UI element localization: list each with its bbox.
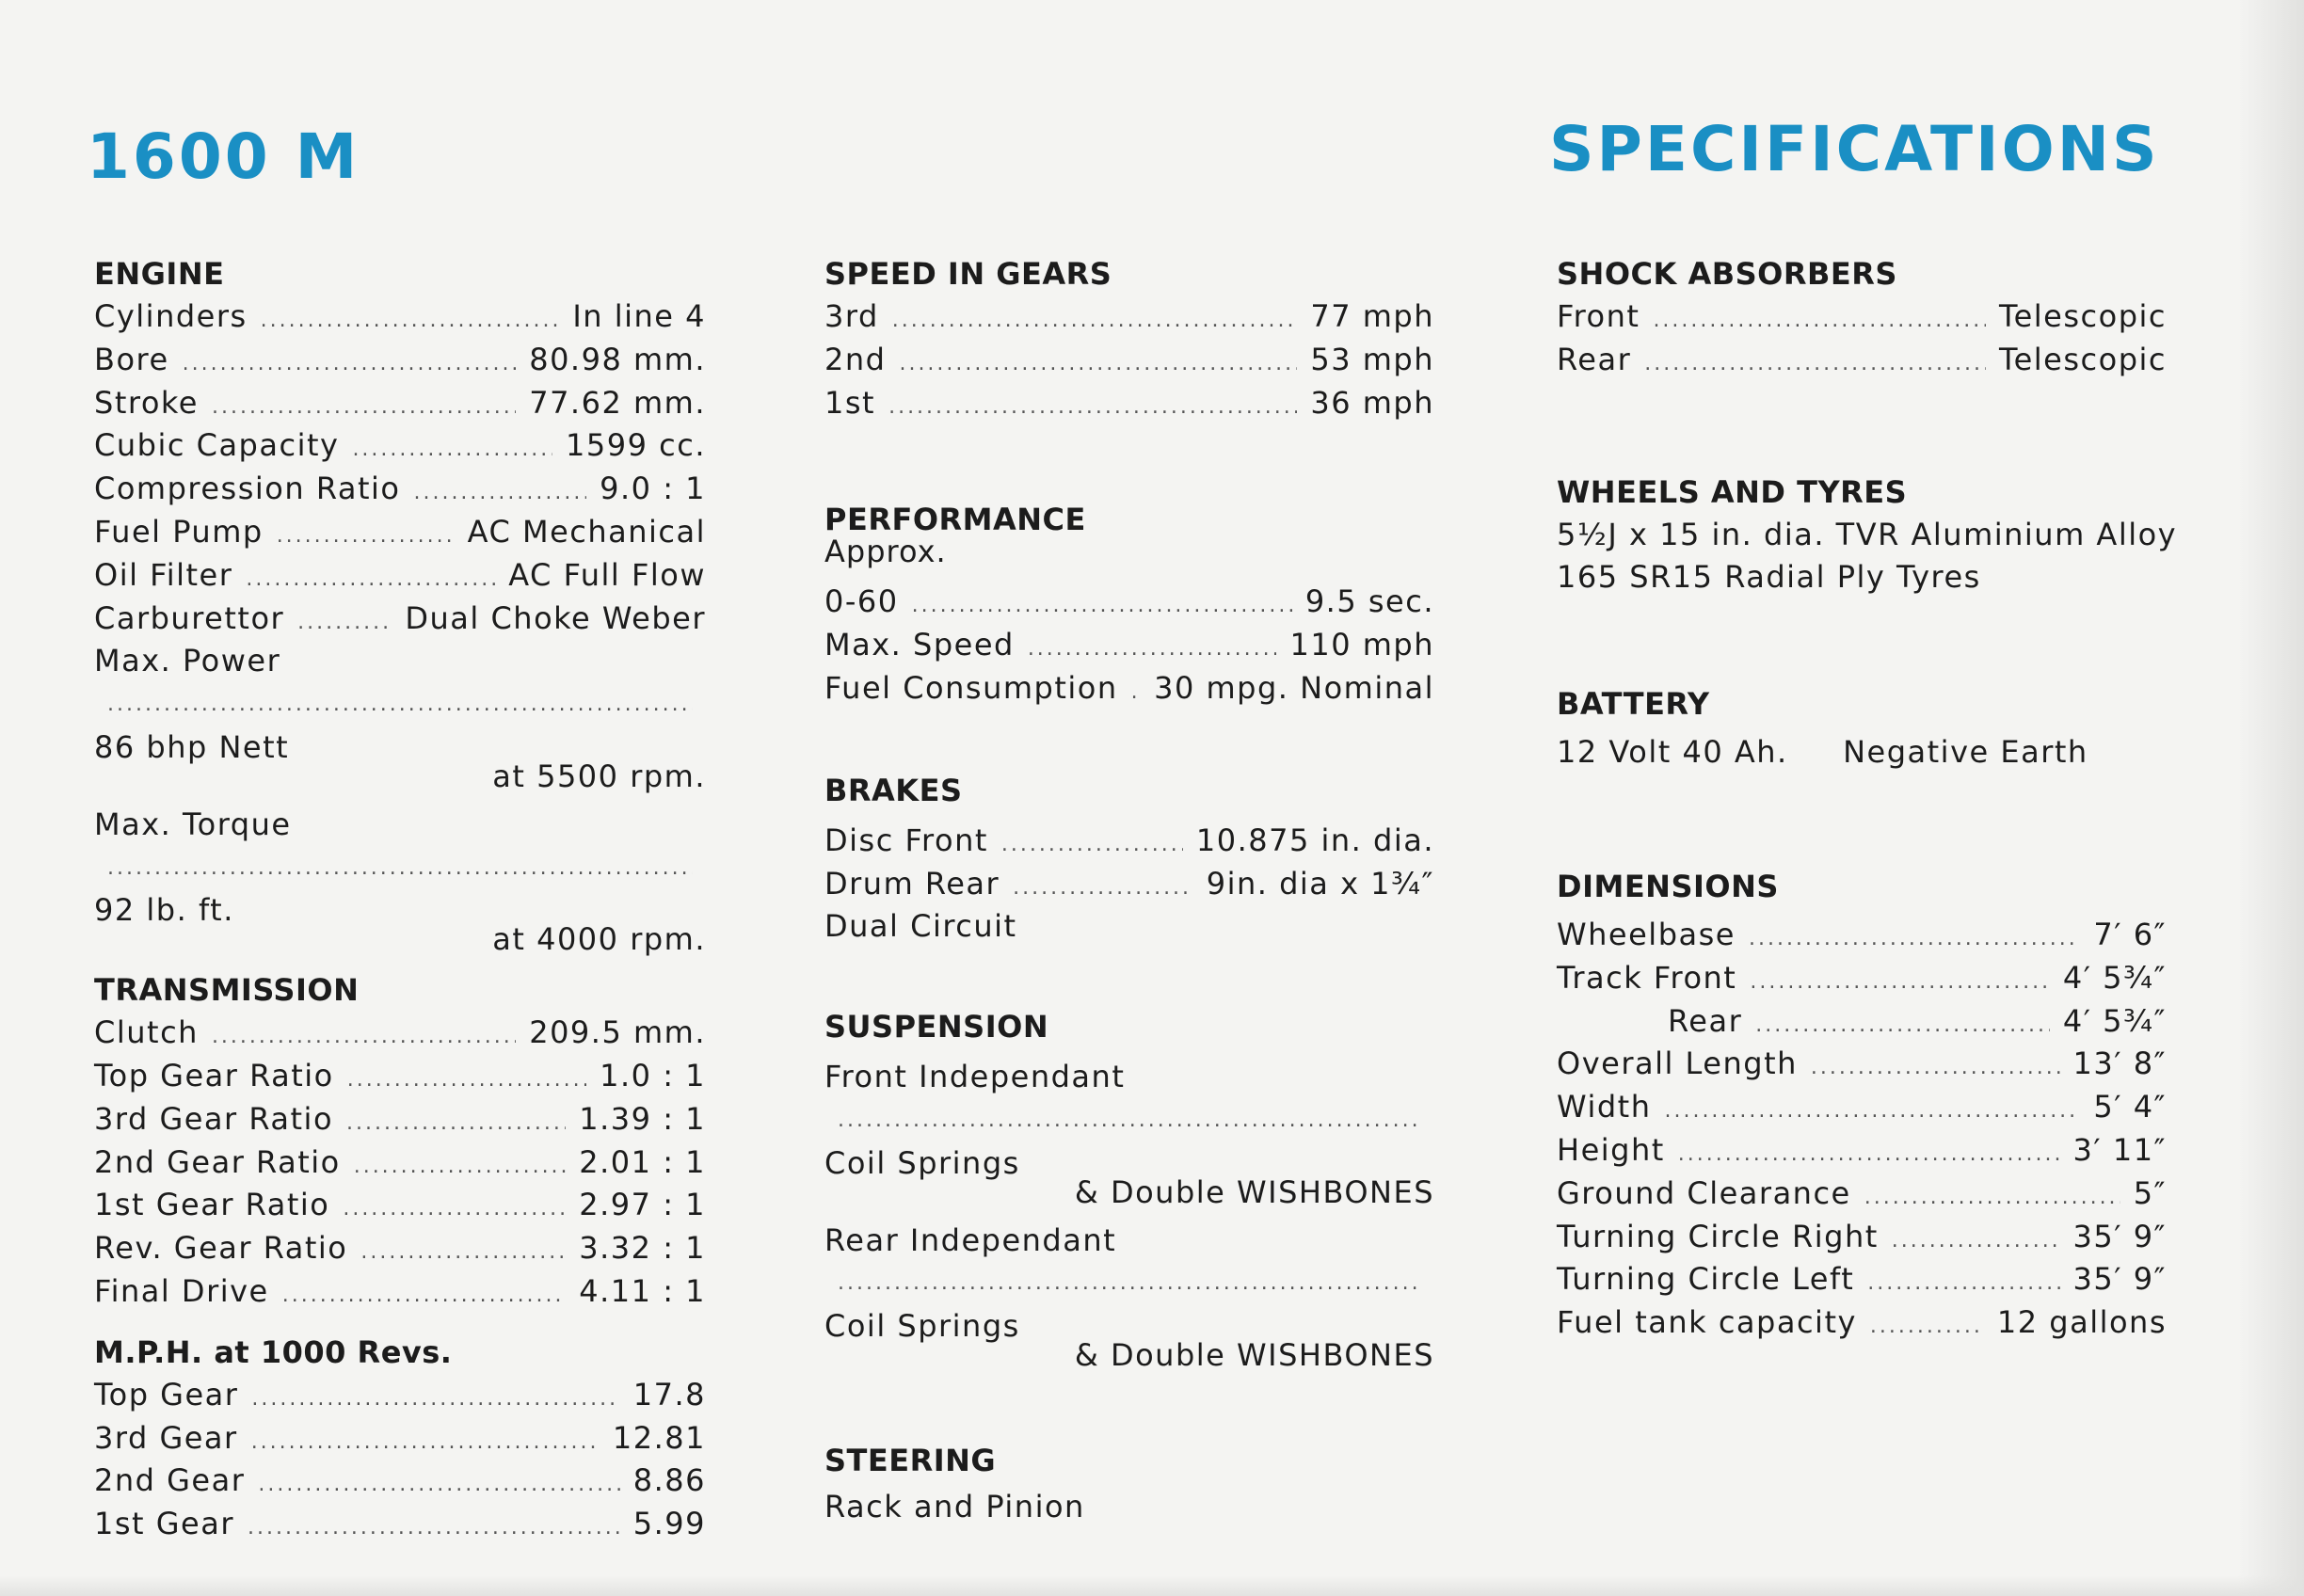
spec-value: 86 bhp Nett <box>94 728 290 765</box>
dot-leader <box>277 515 455 558</box>
dot-leader <box>1811 1046 2060 1090</box>
spec-value: 17.8 <box>632 1376 706 1412</box>
spec-value-continued: at 4000 rpm. <box>492 921 706 958</box>
dot-leader <box>212 386 516 429</box>
spec-value: 3′ 11″ <box>2072 1131 2167 1168</box>
column-right <box>1557 256 2178 1345</box>
spec-value: 3.32 : 1 <box>579 1230 706 1267</box>
spec-row <box>824 1056 1434 1219</box>
performance-section <box>824 502 1434 710</box>
spec-value: 2.97 : 1 <box>579 1187 706 1223</box>
spec-label: Cubic Capacity <box>94 427 340 464</box>
battery-text: 12 Volt 40 Ah. Negative Earth <box>1557 734 2088 771</box>
dot-leader <box>347 1059 586 1102</box>
battery-section <box>1557 686 2167 774</box>
spec-row <box>824 295 1434 339</box>
spec-label: 1st Gear <box>94 1506 234 1542</box>
spec-label: 3rd <box>824 298 879 334</box>
spec-value: Telescopic <box>1998 298 2167 334</box>
dot-leader <box>1001 823 1183 867</box>
spec-value-continued: & Double WISHBONES <box>1074 1173 1434 1210</box>
spec-row <box>94 1227 706 1270</box>
spec-value: 35′ 9″ <box>2072 1261 2167 1298</box>
page-edge-shadow <box>2238 0 2304 1596</box>
column-left <box>94 256 706 1546</box>
spec-label: 2nd Gear <box>94 1462 246 1499</box>
dot-leader <box>1013 867 1193 910</box>
spec-row <box>94 598 706 641</box>
shock-absorbers-section <box>1557 256 2167 382</box>
dot-leader <box>1749 918 2080 961</box>
spec-label: Cylinders <box>94 298 248 334</box>
spec-row <box>1557 1043 2167 1086</box>
model-title: 1600 M <box>87 120 360 193</box>
spec-label: 0-60 <box>824 583 899 620</box>
spec-row <box>1557 914 2167 957</box>
spec-label: Final Drive <box>94 1272 269 1309</box>
spec-label: Fuel tank capacity <box>1557 1304 1857 1341</box>
spec-row <box>94 295 706 339</box>
spec-label: Rev. Gear Ratio <box>94 1230 348 1267</box>
spec-value: 1.0 : 1 <box>600 1057 706 1093</box>
section-title: BATTERY <box>1557 686 1710 723</box>
section-title: DIMENSIONS <box>1557 868 1779 904</box>
dimensions-section <box>1557 869 2167 1345</box>
spec-value: 4′ 5¾″ <box>2062 1002 2167 1039</box>
spec-row <box>1557 1173 2167 1216</box>
dot-leader <box>212 1015 516 1059</box>
spec-row <box>94 1374 706 1417</box>
page-bottom-edge <box>0 1575 2304 1596</box>
dot-leader <box>1028 628 1277 671</box>
dot-leader <box>1892 1220 2060 1263</box>
spec-label: Max. Power <box>94 643 281 679</box>
spec-label: Clutch <box>94 1014 199 1051</box>
dot-leader <box>1755 1004 2050 1047</box>
spec-row <box>824 339 1434 382</box>
spec-row <box>94 382 706 425</box>
spec-row <box>94 1012 706 1055</box>
spec-value: 4′ 5¾″ <box>2062 959 2167 996</box>
tyres-line: 165 SR15 Radial Ply Tyres <box>1557 559 1981 596</box>
brakes-section <box>824 773 1434 949</box>
spec-value: In line 4 <box>572 298 706 334</box>
spec-label: Bore <box>94 341 169 377</box>
spec-label: 3rd Gear Ratio <box>94 1100 334 1137</box>
spec-value: 77.62 mm. <box>529 384 706 421</box>
spec-row <box>94 1141 706 1185</box>
spec-value: 36 mph <box>1310 384 1434 421</box>
spec-row <box>94 511 706 554</box>
spec-label: Front Independant <box>824 1059 1126 1095</box>
wheels-section <box>1557 473 2178 600</box>
spec-row <box>94 1270 706 1314</box>
spec-row <box>1557 1301 2167 1345</box>
transmission-section <box>94 972 706 1314</box>
spec-label: Rear <box>1668 1002 1743 1039</box>
section-title: SUSPENSION <box>824 1009 1049 1045</box>
spec-label: 1st <box>824 384 876 421</box>
spec-label: 3rd Gear <box>94 1419 238 1456</box>
spec-row <box>824 382 1434 425</box>
dot-leader <box>251 1378 619 1421</box>
dot-leader <box>1653 299 1986 343</box>
section-title: BRAKES <box>824 772 963 808</box>
spec-label: Compression Ratio <box>94 471 401 507</box>
spec-row <box>824 624 1434 667</box>
dot-leader <box>360 1231 566 1274</box>
dot-leader <box>282 1274 567 1317</box>
engine-section <box>94 256 706 966</box>
dot-leader <box>838 1099 1421 1142</box>
spec-row <box>1557 339 2167 382</box>
section-title: ENGINE <box>94 256 225 292</box>
mph-section <box>94 1334 706 1546</box>
dot-leader <box>899 343 1297 386</box>
spec-value: 9.5 sec. <box>1304 583 1434 620</box>
spec-row <box>1557 957 2167 1000</box>
dot-leader <box>346 1102 566 1145</box>
spec-row <box>824 820 1434 863</box>
dot-leader <box>892 299 1298 343</box>
spec-label: Height <box>1557 1131 1665 1168</box>
spec-row <box>94 1098 706 1141</box>
spec-label: Disc Front <box>824 822 988 858</box>
dot-leader <box>1870 1305 1984 1349</box>
dot-leader <box>183 343 517 386</box>
spec-row <box>94 640 706 803</box>
dot-leader <box>1131 671 1141 714</box>
spec-row <box>1557 295 2167 339</box>
spec-value: 92 lb. ft. <box>94 892 234 929</box>
section-title: SPEED IN GEARS <box>824 256 1112 292</box>
section-title: M.P.H. at 1000 Revs. <box>94 1333 453 1370</box>
wheels-line: 5½J x 15 in. dia. TVR Aluminium Alloy <box>1557 516 2178 552</box>
spec-label: Top Gear Ratio <box>94 1057 334 1093</box>
spec-row <box>1557 1258 2167 1301</box>
spec-row <box>94 1460 706 1503</box>
spec-value: 35′ 9″ <box>2072 1218 2167 1254</box>
spec-row <box>94 1055 706 1098</box>
section-note: Approx. <box>824 534 947 570</box>
spec-value: 110 mph <box>1289 627 1434 663</box>
spec-row <box>94 804 706 966</box>
dot-leader <box>248 1507 620 1550</box>
spec-value: 53 mph <box>1310 341 1434 377</box>
spec-value: Coil Springs <box>824 1144 1020 1181</box>
spec-row <box>824 667 1434 710</box>
spec-label: Carburettor <box>94 599 285 636</box>
spec-value: 1.39 : 1 <box>579 1100 706 1137</box>
spec-value: 12 gallons <box>1996 1304 2167 1341</box>
steering-text: Rack and Pinion <box>824 1488 1085 1524</box>
spec-value: 4.11 : 1 <box>579 1272 706 1309</box>
spec-value: 5.99 <box>632 1506 706 1542</box>
spec-label: Front <box>1557 298 1640 334</box>
spec-value: 30 mpg. Nominal <box>1154 669 1434 706</box>
spec-row <box>1557 1000 2167 1044</box>
dot-leader <box>107 847 693 890</box>
dot-leader <box>1867 1262 2059 1305</box>
spec-value: 13′ 8″ <box>2072 1045 2167 1082</box>
spec-label: Track Front <box>1557 959 1737 996</box>
dot-leader <box>413 471 586 515</box>
dot-leader <box>297 601 392 645</box>
spec-value: Dual Choke Weber <box>405 599 706 636</box>
spec-label: Rear <box>1557 341 1632 377</box>
dot-leader <box>354 1145 567 1189</box>
spec-row <box>94 339 706 382</box>
spec-value: 10.875 in. dia. <box>1195 822 1434 858</box>
spec-label: Stroke <box>94 384 199 421</box>
spec-label: 2nd <box>824 341 887 377</box>
dot-leader <box>107 683 693 726</box>
spec-value: 80.98 mm. <box>529 341 706 377</box>
spec-value: 12.81 <box>612 1419 706 1456</box>
spec-value: 9.0 : 1 <box>600 471 706 507</box>
dot-leader <box>1864 1176 2120 1220</box>
spec-row <box>94 1503 706 1546</box>
spec-value: 209.5 mm. <box>529 1014 706 1051</box>
section-title: STEERING <box>824 1442 997 1478</box>
spec-label: Max. Speed <box>824 627 1015 663</box>
dot-leader <box>1750 961 2050 1004</box>
spec-value: Telescopic <box>1998 341 2167 377</box>
spec-label: Top Gear <box>94 1376 239 1412</box>
spec-value: 5′ 4″ <box>2093 1089 2167 1125</box>
spec-value: AC Full Flow <box>508 556 706 593</box>
spec-value: 5″ <box>2133 1174 2167 1211</box>
dot-leader <box>1678 1133 2060 1176</box>
spec-value: 2.01 : 1 <box>579 1143 706 1180</box>
section-title: TRANSMISSION <box>94 972 360 1009</box>
spec-label: Fuel Pump <box>94 513 264 550</box>
spec-row <box>824 581 1434 624</box>
spec-value-continued: at 5500 rpm. <box>492 758 706 794</box>
section-title: PERFORMANCE <box>824 502 1086 538</box>
spec-value: 7′ 6″ <box>2093 916 2167 952</box>
spec-value: 77 mph <box>1310 298 1434 334</box>
spec-value: Coil Springs <box>824 1308 1020 1345</box>
dot-leader <box>888 386 1297 429</box>
spec-value: 8.86 <box>632 1462 706 1499</box>
spec-value: 1599 cc. <box>566 427 706 464</box>
dot-leader <box>251 1421 600 1464</box>
spec-row <box>94 1417 706 1460</box>
spec-label: Oil Filter <box>94 556 233 593</box>
spec-row <box>1557 1086 2167 1129</box>
spec-label: Overall Length <box>1557 1045 1798 1082</box>
spec-label: Fuel Consumption <box>824 669 1118 706</box>
dot-leader <box>838 1262 1421 1305</box>
spec-label: Width <box>1557 1089 1652 1125</box>
spec-value-continued: & Double WISHBONES <box>1074 1336 1434 1373</box>
spec-label: 2nd Gear Ratio <box>94 1143 341 1180</box>
spec-label: Wheelbase <box>1557 916 1736 952</box>
spec-label: Rear Independant <box>824 1221 1117 1258</box>
spec-value: 9in. dia x 1¾″ <box>1206 865 1434 902</box>
spec-label: Max. Torque <box>94 806 292 842</box>
spec-row <box>1557 1129 2167 1173</box>
spec-row <box>94 554 706 598</box>
spec-row <box>824 863 1434 906</box>
dot-leader <box>343 1188 566 1231</box>
speed-in-gears-section <box>824 256 1434 424</box>
dot-leader <box>258 1463 619 1507</box>
section-title: SHOCK ABSORBERS <box>1557 256 1897 292</box>
column-middle <box>824 256 1434 1529</box>
spec-row <box>94 1184 706 1227</box>
spec-row <box>94 468 706 511</box>
page-title: SPECIFICATIONS <box>1549 113 2160 185</box>
dot-leader <box>1644 343 1986 386</box>
spec-label: Ground Clearance <box>1557 1174 1851 1211</box>
brakes-dual-circuit: Dual Circuit <box>824 908 1017 945</box>
spec-label: Drum Rear <box>824 865 1000 902</box>
dot-leader <box>261 299 560 343</box>
spec-label: Turning Circle Left <box>1557 1261 1855 1298</box>
steering-section <box>824 1443 1434 1529</box>
spec-label: Turning Circle Right <box>1557 1218 1879 1254</box>
dot-leader <box>352 428 552 471</box>
spec-row <box>94 424 706 468</box>
section-title: WHEELS AND TYRES <box>1557 473 1908 510</box>
dot-leader <box>246 558 495 601</box>
dot-leader <box>1664 1090 2080 1133</box>
spec-row <box>824 1220 1434 1382</box>
dot-leader <box>912 584 1292 628</box>
spec-row <box>1557 1216 2167 1259</box>
spec-label: 1st Gear Ratio <box>94 1187 330 1223</box>
spec-value: AC Mechanical <box>467 513 706 550</box>
suspension-section <box>824 1009 1434 1382</box>
